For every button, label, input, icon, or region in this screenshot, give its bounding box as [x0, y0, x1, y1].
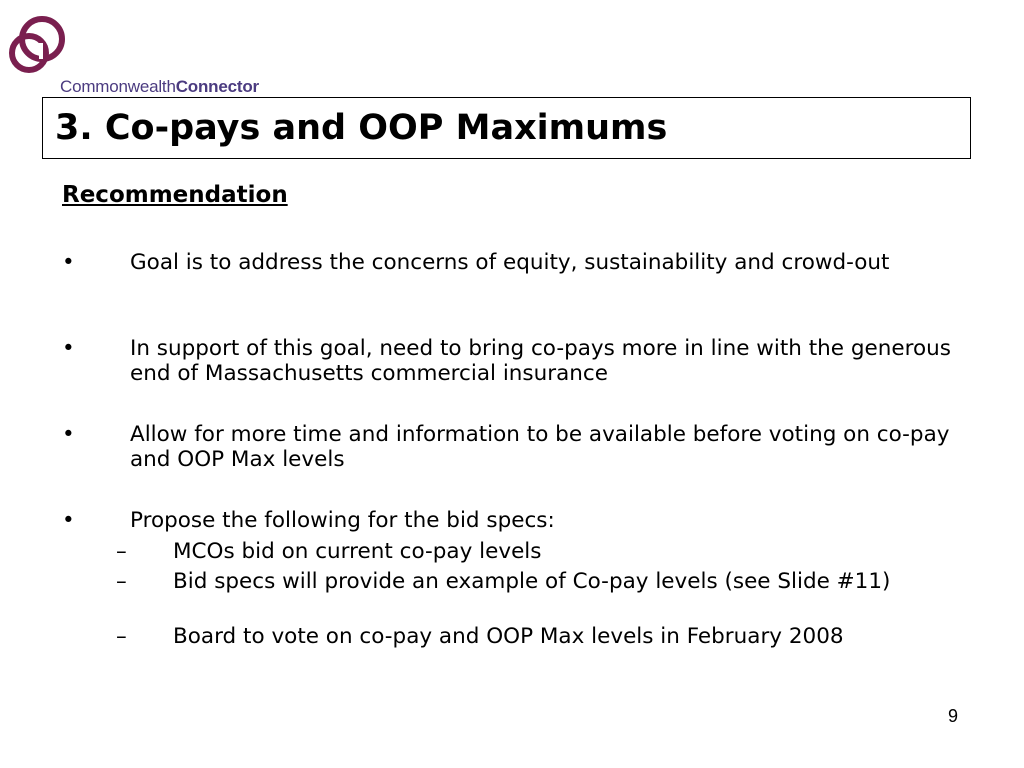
sub-bullet-text: Bid specs will provide an example of Co-pay levels (see Slide #11) — [173, 569, 891, 594]
section-heading: Recommendation — [62, 182, 288, 208]
sub-bullet-mark: – — [116, 539, 127, 564]
bullet-mark: • — [62, 250, 75, 275]
bullet-mark: • — [62, 508, 75, 533]
bullet-mark: • — [62, 422, 75, 447]
bullet-mark: • — [62, 336, 75, 361]
bullet-text: Propose the following for the bid specs: — [130, 508, 555, 533]
logo-wordmark: CommonwealthConnector — [60, 77, 259, 96]
sub-bullet-text: Board to vote on co-pay and OOP Max levels in February 2008 — [173, 624, 844, 649]
slide-title: 3. Co-pays and OOP Maximums — [55, 108, 668, 148]
bullet-text: Goal is to address the concerns of equity, sustainability and crowd-out — [130, 250, 890, 275]
commonwealth-connector-logo — [7, 15, 307, 96]
connector-logo-icon — [7, 15, 67, 77]
page-number: 9 — [948, 706, 959, 726]
bullet-text: Allow for more time and information to be available before voting on co-pay and OOP Max levels — [130, 422, 950, 472]
title-box — [42, 97, 971, 159]
bullet-text: In support of this goal, need to bring co-pays more in line with the generous end of Massachusetts commercial insurance — [130, 336, 951, 386]
sub-bullet-mark: – — [116, 624, 127, 649]
sub-bullet-mark: – — [116, 569, 127, 594]
sub-bullet-text: MCOs bid on current co-pay levels — [173, 539, 542, 564]
